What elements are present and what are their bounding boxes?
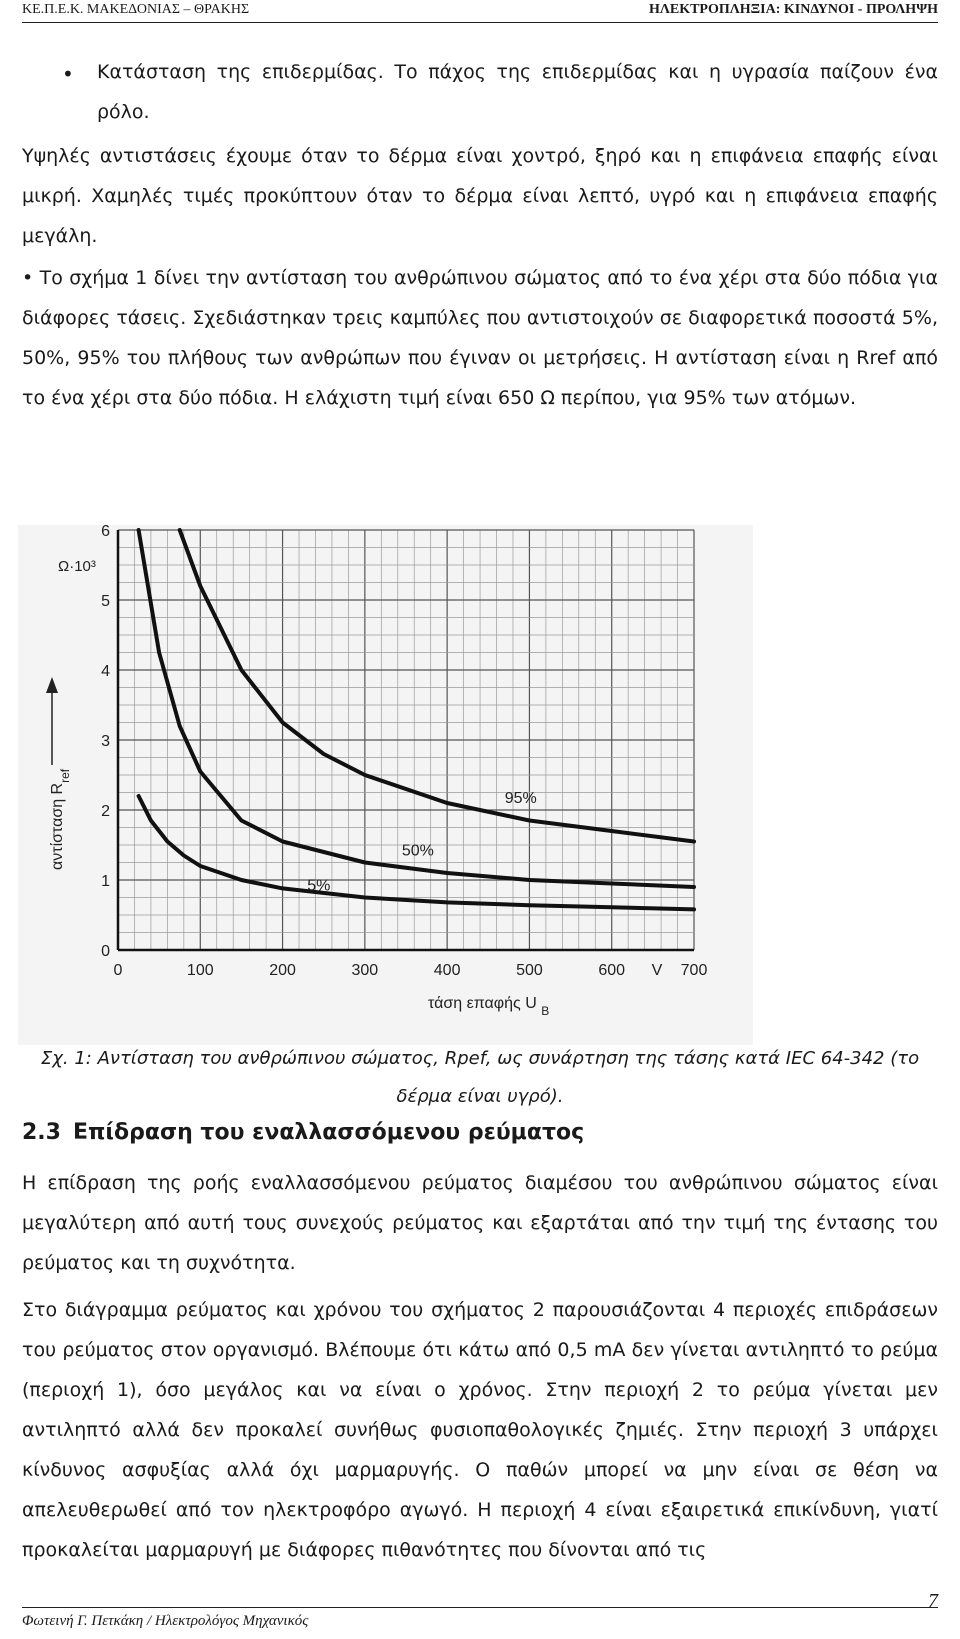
y-axis-title: αντίσταση $R_{ref}$ [49, 768, 72, 870]
x-tick-label: 300 [351, 962, 379, 979]
y-tick-label: 2 [101, 803, 110, 820]
x-tick-label: 500 [516, 962, 543, 979]
resistance-chart-svg [18, 525, 753, 1045]
series-label: 95% [504, 790, 537, 807]
page-number: 7 [928, 1590, 938, 1612]
x-axis-title: τάση επαφής U $_B$ [428, 995, 550, 1018]
bullet-paragraph: Κατάσταση της επιδερμίδας. Το πάχος της επιδερμίδας και η υγρασία παίζουν ένα ρόλο. [97, 61, 938, 123]
y-tick-label: 3 [101, 733, 110, 750]
footer-author: Φωτεινή Γ. Πετκάκη / Ηλεκτρολόγος Μηχανικός [22, 1613, 309, 1629]
y-unit-label: Ω·10³ [58, 558, 96, 575]
x-tick-label: 700 [680, 962, 708, 979]
y-tick-label: 1 [101, 873, 110, 890]
header-right: ΗΛΕΚΤΡΟΠΛΗΞΙΑ: ΚΙΝΔΥΝΟΙ - ΠΡΟΛΗΨΗ [648, 2, 938, 17]
section-title: Επίδραση του εναλλασσόμενου ρεύματος [72, 1120, 585, 1145]
header-left: ΚΕ.Π.Ε.Κ. ΜΑΚΕΔΟΝΙΑΣ – ΘΡΑΚΗΣ [22, 2, 250, 17]
series-label: 5% [307, 877, 331, 895]
x-tick-label: 100 [186, 962, 214, 979]
y-tick-label: 5 [101, 593, 110, 610]
paragraph-1: Υψηλές αντιστάσεις έχουμε όταν το δέρμα είναι χοντρό, ξηρό και η επιφάνεια επαφής είναι μικρή. Χαμηλές τιμές προκύπτουν όταν το δέρμα είναι λεπτό, υγρό και η επιφάνεια επαφής μεγάλη. [22, 145, 938, 247]
y-axis-arrow-head [46, 677, 58, 693]
x-tick-label: 200 [269, 962, 296, 979]
paragraph-4: Στο διάγραμμα ρεύματος και χρόνου του σχήματος 2 παρουσιάζονται 4 περιοχές επιδράσεων του ρεύματος στον οργανισμό. Βλέπουμε ότι κάτω από 0,5 mA δεν γίνεται αντιληπτό το ρεύμα (περιοχή 1), όσο μεγάλος και να είναι ο χρόνος. Στην περιοχή 2 το ρεύμα γίνεται μεν αντιληπτό αλλά δεν προκαλεί συνήθως φυσιοπαθολογικές ζημιές. Στην περιοχή 3 υπάρχει κίνδυνος ασφυξίας αλλά όχι μαρμαρυγής. Ο παθών μπορεί να μην είναι σε θέση να απελευθερωθεί από τον ηλεκτροφόρο αγωγό. Η περιοχή 4 είναι εξαιρετικά επικίνδυνη, γιατί προκαλείται μαρμαρυγή με διάφορες πιθανότητες που δίνονται από τις [22, 1299, 938, 1561]
series-label: 50% [401, 842, 434, 860]
y-tick-label: 0 [101, 943, 110, 960]
x-tick-label: 400 [433, 962, 461, 979]
paragraph-2: • Το σχήμα 1 δίνει την αντίσταση του ανθρώπινου σώματος από το ένα χέρι στα δύο πόδια για διάφορες τάσεις. Σχεδιάστηκαν τρεις καμπύλες που αντιστοιχούν σε διαφορετικά ποσοστά 5%, 50%, 95% του πλήθους των ανθρώπων που έγιναν οι μετρήσεις. Η αντίσταση είναι η Rref από το ένα χέρι στα δύο πόδια. Η ελάχιστη τιμή είναι 650 Ω περίπου, για 95% των ατόμων. [22, 267, 938, 409]
x-tick-label: 0 [113, 962, 123, 979]
page-header [22, 0, 938, 23]
x-tick-label: 600 [598, 962, 626, 979]
resistance-chart [18, 525, 753, 1045]
series-line-50pct [139, 530, 694, 887]
series-line-95pct [180, 530, 694, 842]
section-number: 2.3 [22, 1120, 61, 1145]
y-tick-label: 4 [101, 663, 110, 680]
footer-divider [22, 1607, 938, 1608]
figure-caption: Σχ. 1: Αντίσταση του ανθρώπινου σώματος, Rpef, ως συνάρτηση της τάσης κατά IEC 64-342 (το δέρμα είναι υγρό). [40, 1048, 920, 1107]
section-heading [22, 1120, 596, 1145]
y-tick-label: 6 [101, 525, 110, 540]
paragraph-3: Η επίδραση της ροής εναλλασσόμενου ρεύματος διαμέσου του ανθρώπινου σώματος είναι μεγαλύτερη από αυτή τους συνεχούς ρεύματος και εξαρτάται από την τιμή της έντασης του ρεύματος και τη συχνότητα. [22, 1172, 938, 1274]
bullet-dot-icon: • [62, 62, 74, 86]
x-unit-label: V [651, 962, 663, 979]
